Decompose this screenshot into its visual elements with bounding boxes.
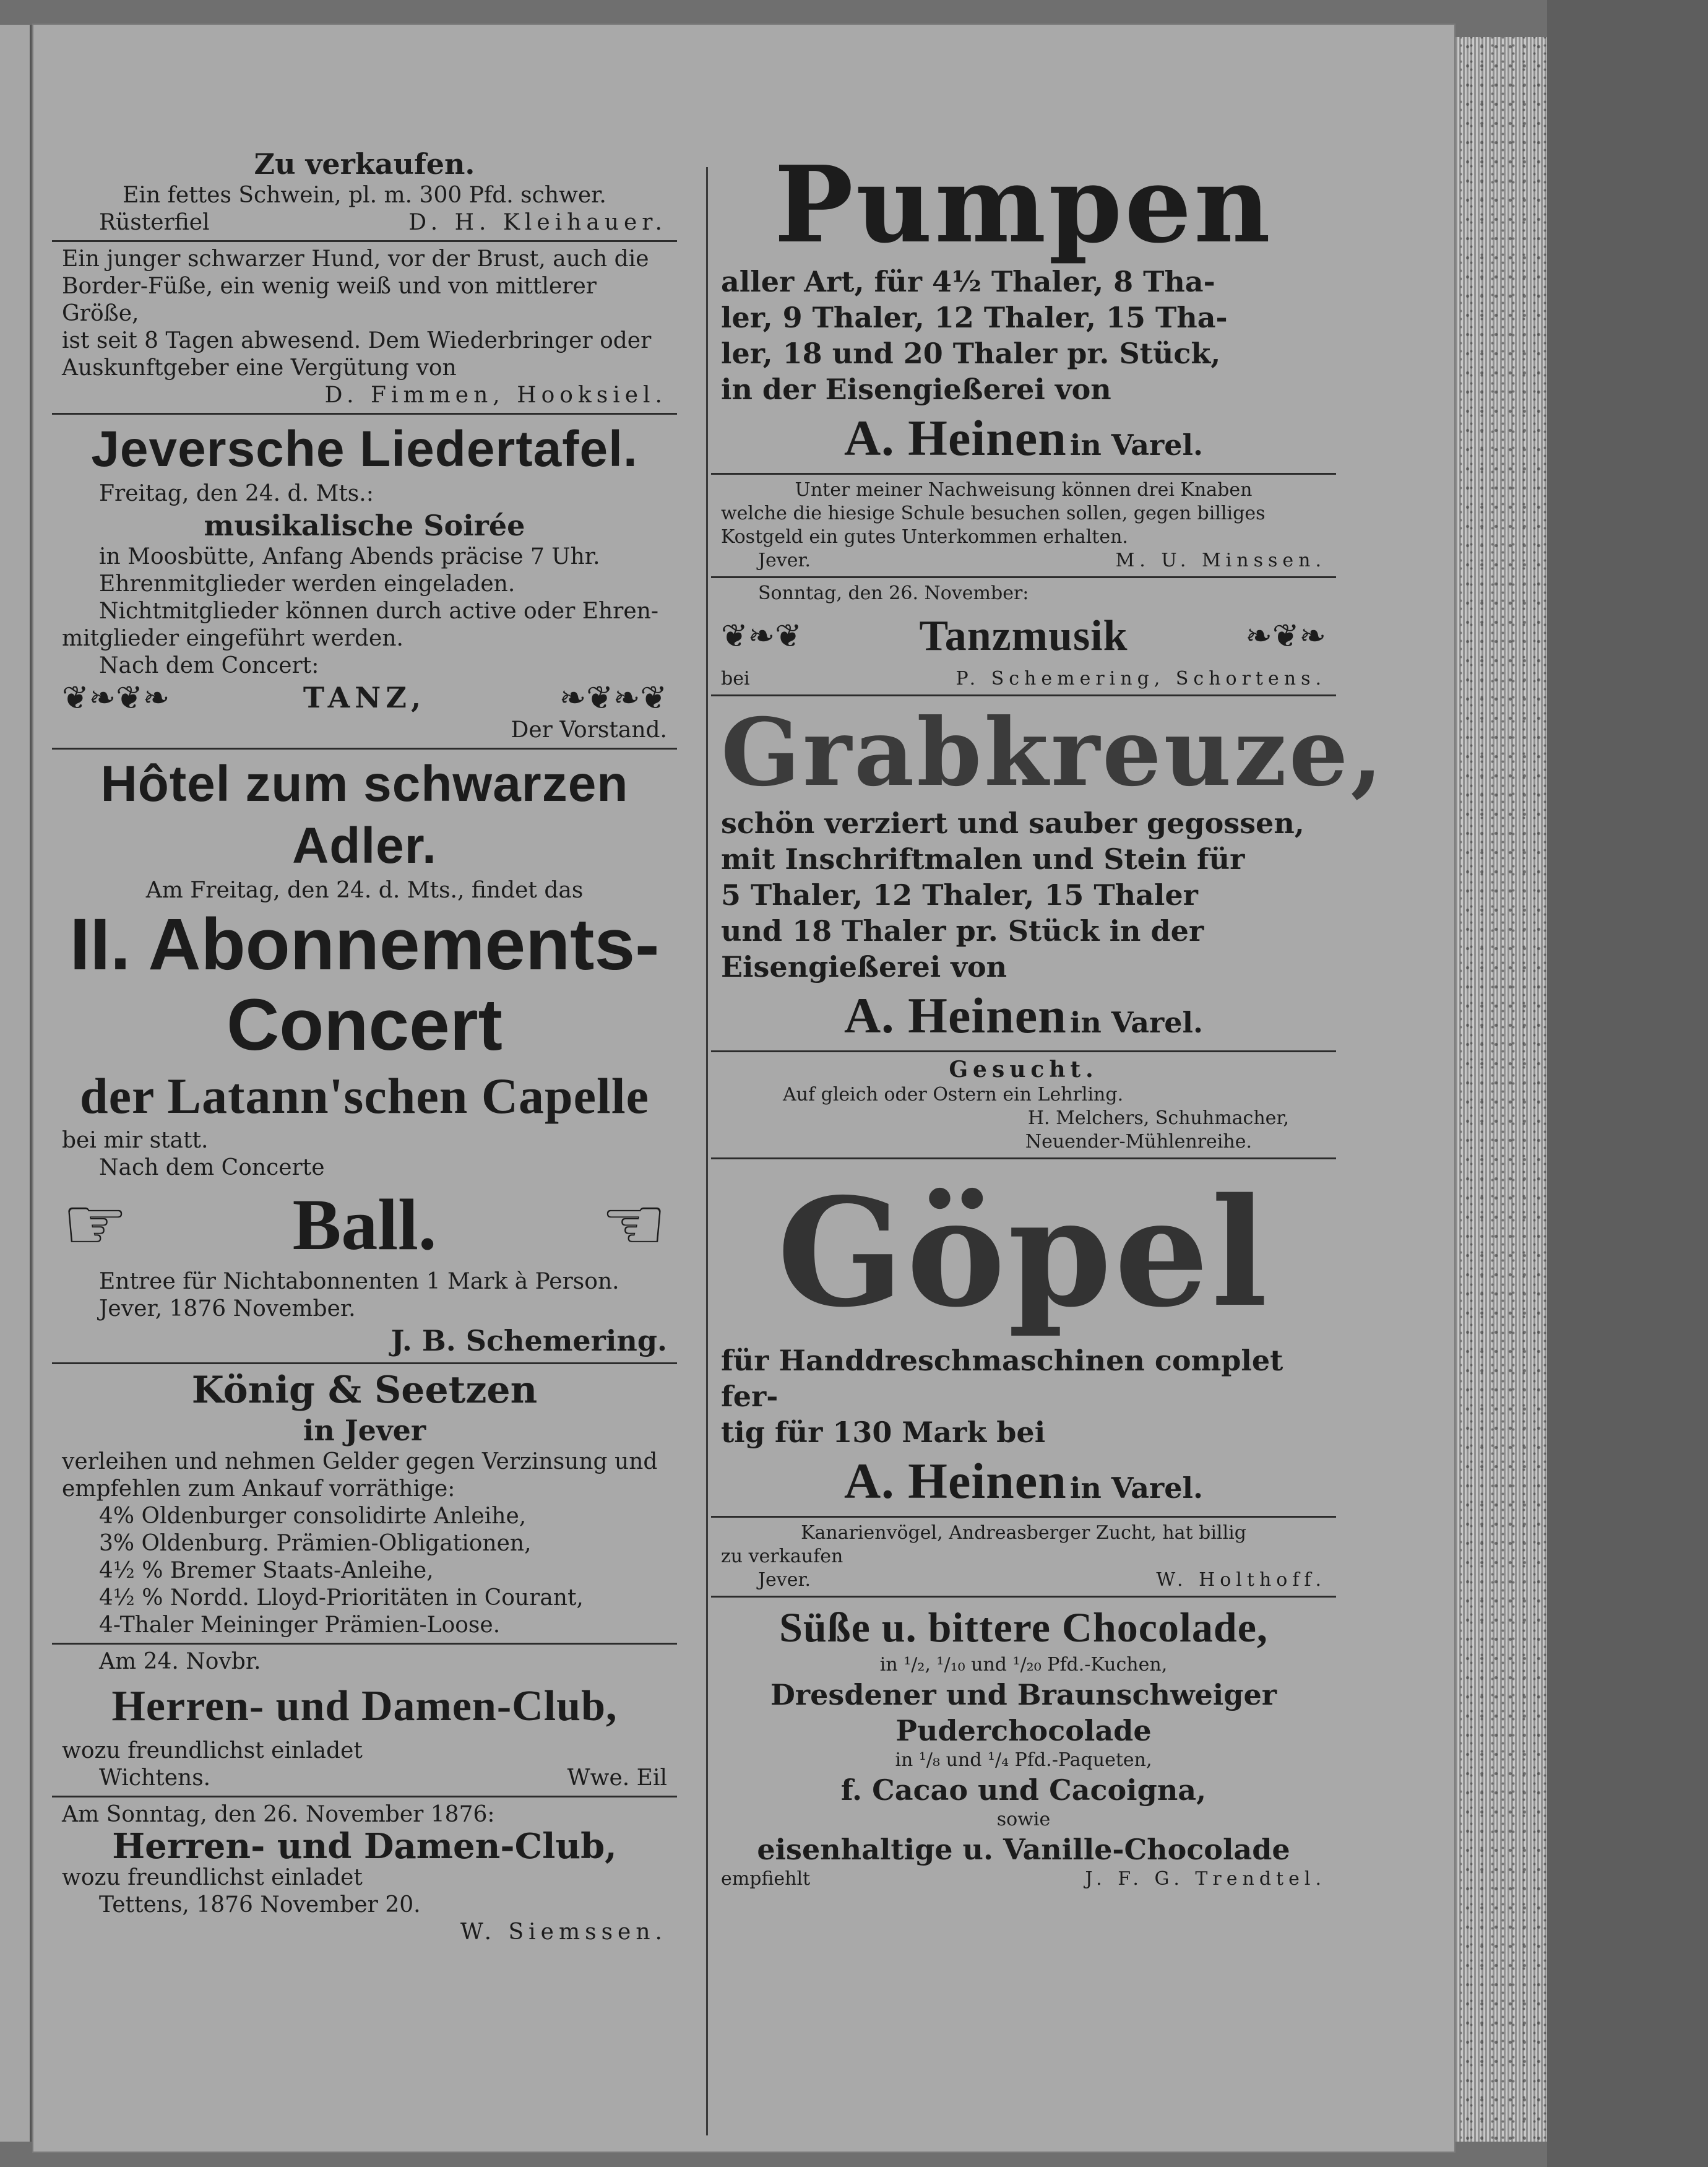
ad-text: mitglieder eingeführt werden. [62, 626, 403, 651]
ad-text-line: Kostgeld ein gutes Unterkommen erhalten. [721, 526, 1128, 548]
ad-pumpen [711, 142, 1336, 473]
ad-signature: H. Melchers, Schuhmacher, [1027, 1107, 1289, 1129]
ad-text: in ¹/₂, ¹/₁₀ und ¹/₂₀ Pfd.-Kuchen, [879, 1654, 1168, 1676]
ad-text-line: Ein junger schwarzer Hund, vor der Brust, auch die [62, 246, 649, 272]
ad-text: sowie [996, 1809, 1051, 1830]
ad-signature: Der Vorstand. [511, 717, 667, 743]
ad-title: Zu verkaufen. [254, 147, 475, 181]
ad-text-line: Unter meiner Nachweisung können drei Knaben [795, 479, 1253, 501]
ad-title: Süße u. bittere Chocolade, [779, 1604, 1268, 1651]
ad-title: Göpel [777, 1166, 1270, 1340]
ad-text: empfiehlt [721, 1868, 811, 1890]
ad-title: Jeversche Liedertafel. [91, 421, 638, 477]
ad-text: f. Cacao und Cacoigna, [840, 1773, 1207, 1807]
ad-signature: J. F. G. Trendtel. [1085, 1868, 1326, 1890]
ad-signature: Wwe. Eil [567, 1765, 667, 1791]
list-item: 4½ % Bremer Staats-Anleihe, [99, 1558, 434, 1583]
ad-text: wozu freundlichst einladet [62, 1865, 363, 1890]
ad-text: zu verkaufen [721, 1546, 843, 1567]
ad-kanarienvoegel [711, 1516, 1336, 1596]
ad-place: Jever. [758, 550, 811, 571]
ad-text: empfehlen zum Ankauf vorräthige: [62, 1476, 455, 1502]
ad-text-line: mit Inschriftmalen und Stein für [721, 842, 1245, 876]
list-item: 4% Oldenburger consolidirte Anleihe, [99, 1503, 527, 1529]
ad-text-line: ler, 18 und 20 Thaler pr. Stück, [721, 337, 1221, 370]
ad-headline: der Latann'schen Capelle [80, 1068, 649, 1124]
ad-signature: J. B. Schemering. [390, 1324, 667, 1357]
ad-chocolade [711, 1596, 1336, 1895]
ad-text: Ein fettes Schwein, pl. m. 300 Pfd. schwer. [123, 183, 606, 208]
ad-text: Kanarienvögel, Andreasberger Zucht, hat billig [801, 1522, 1246, 1544]
ad-signature: P. Schemering, Schortens. [955, 668, 1326, 690]
ad-text-line: schön verziert und sauber gegossen, [721, 807, 1305, 840]
list-item: 3% Oldenburg. Prämien-Obligationen, [99, 1531, 532, 1556]
ad-title: Herren- und Damen-Club, [111, 1682, 618, 1730]
ad-club-wichtens [52, 1643, 677, 1796]
ad-place: in Moosbütte, Anfang Abends präcise 7 Uhr. [99, 544, 600, 569]
ad-dateline: Jever, 1876 November. [99, 1296, 356, 1321]
ad-text: Entree für Nichtabonnenten 1 Mark à Person. [99, 1269, 619, 1294]
ad-text-line: welche die hiesige Schule besuchen sollen, gegen billiges [721, 503, 1266, 524]
ad-text: Puderchocolade [895, 1714, 1152, 1747]
ad-sale-pig [52, 142, 677, 240]
ad-text: Dresdener und Braunschweiger [770, 1678, 1277, 1711]
ad-signature: W. Siemssen. [460, 1919, 667, 1945]
ad-liedertafel [52, 413, 677, 748]
previous-page-edge [0, 25, 32, 2142]
ad-lost-dog [52, 240, 677, 413]
ad-boarding [711, 473, 1336, 576]
ad-text: bei [721, 668, 750, 690]
left-column [52, 142, 677, 2166]
ad-text-line: ler, 9 Thaler, 12 Thaler, 15 Tha- [721, 301, 1228, 334]
ad-title: Herren- und Damen-Club, [112, 1826, 617, 1867]
list-item: 4½ % Nordd. Lloyd-Prioritäten in Courant, [99, 1585, 584, 1611]
ornament-icon: ❧❦❧ [1245, 618, 1326, 655]
ad-title: Hôtel zum schwarzen Adler. [100, 756, 629, 874]
ad-signature: D. H. Kleihauer. [408, 210, 667, 235]
ad-headline: Concert [226, 984, 502, 1066]
ad-company: A. Heinen [843, 410, 1067, 466]
ad-text-line: tig für 130 Mark bei [721, 1416, 1046, 1449]
newspaper-page [32, 24, 1456, 2153]
book-cover [1547, 0, 1708, 2167]
ad-title: Gesucht. [949, 1057, 1098, 1083]
ad-text: Auf gleich oder Ostern ein Lehrling. [783, 1084, 1124, 1105]
ad-text: Nach dem Concerte [99, 1155, 325, 1180]
ad-signature: D. Fimmen, Hooksiel. [324, 383, 667, 408]
ad-title: Tanzmusik [919, 612, 1128, 660]
ad-text-line: aller Art, für 4½ Thaler, 8 Tha- [721, 265, 1215, 298]
ad-text: Ehrenmitglieder werden eingeladen. [99, 571, 515, 597]
ad-text: Nach dem Concert: [99, 653, 319, 678]
ad-company: A. Heinen [843, 1453, 1067, 1509]
ad-place: Neuender-Mühlenreihe. [1025, 1131, 1252, 1153]
ad-ball: Ball. [292, 1184, 437, 1265]
ad-hotel-adler [52, 748, 677, 1362]
ornament-icon: ❦❧❦❧ [62, 680, 170, 717]
ad-text: Nichtmitglieder können durch active oder Ehren- [99, 599, 659, 624]
ad-text-line: in der Eisengießerei von [721, 373, 1111, 406]
ad-place: Rüsterfiel [99, 210, 210, 235]
ad-date: Am 24. Novbr. [99, 1649, 261, 1674]
speckled-edge-texture [1460, 37, 1547, 2142]
ad-koenig-seetzen [52, 1362, 677, 1643]
pointing-hand-left-icon: ☜ [600, 1182, 667, 1268]
ad-date: Sonntag, den 26. November: [758, 582, 1029, 604]
ad-text: eisenhaltige u. Vanille-Chocolade [757, 1833, 1290, 1866]
ad-date: Freitag, den 24. d. Mts.: [99, 481, 374, 506]
ad-place: Jever. [758, 1569, 811, 1591]
ad-place: in Varel. [1069, 428, 1204, 462]
ad-company: A. Heinen [843, 987, 1067, 1044]
ad-subtitle: in Jever [303, 1414, 426, 1447]
ad-text-line: ist seit 8 Tagen abwesend. Dem Wiederbringer oder [62, 328, 652, 353]
ad-title: Pumpen [774, 143, 1273, 267]
ad-title: Grabkreuze, [721, 698, 1386, 807]
ad-dance: TANZ, [303, 681, 426, 714]
ad-tanzmusik [711, 576, 1336, 694]
ad-text: wozu freundlichst einladet [62, 1738, 363, 1763]
ad-text-line: Eisengießerei von [721, 950, 1007, 984]
ornament-icon: ❧❦❧❦ [559, 680, 667, 717]
pointing-hand-right-icon: ☞ [62, 1182, 129, 1268]
ad-gesucht [711, 1050, 1336, 1157]
ad-date: Am Sonntag, den 26. November 1876: [62, 1802, 495, 1827]
ad-headline: II. Abonnements- [69, 904, 660, 985]
ad-signature: M. U. Minssen. [1115, 550, 1326, 571]
ad-dateline: Tettens, 1876 November 20. [99, 1892, 421, 1918]
ad-text: in ¹/₈ und ¹/₄ Pfd.-Paqueten, [895, 1749, 1152, 1771]
ad-text-line: 5 Thaler, 12 Thaler, 15 Thaler [721, 878, 1198, 912]
right-column [711, 142, 1386, 2166]
ad-goepel [711, 1157, 1336, 1516]
ad-text-line: Border-Füße, ein wenig weiß und von mittlerer Größe, [62, 274, 597, 326]
ad-text: verleihen und nehmen Gelder gegen Verzinsung und [62, 1449, 658, 1474]
ad-place: in Varel. [1069, 1006, 1204, 1039]
ad-event: musikalische Soirée [204, 509, 525, 542]
ad-place: Wichtens. [99, 1765, 211, 1791]
ad-club-tettens [52, 1796, 677, 1950]
ad-grabkreuze [711, 694, 1386, 1050]
list-item: 4-Thaler Meininger Prämien-Loose. [99, 1612, 501, 1638]
ad-text-line: für Handdreschmaschinen complet fer- [721, 1344, 1283, 1413]
ad-date: Am Freitag, den 24. d. Mts., findet das [145, 878, 584, 903]
ornament-icon: ❦❧❦ [721, 618, 802, 655]
ad-text-line: und 18 Thaler pr. Stück in der [721, 914, 1204, 948]
ad-place: in Varel. [1069, 1471, 1204, 1505]
ad-text: bei mir statt. [62, 1128, 209, 1153]
column-divider [706, 167, 708, 2135]
ad-title: König & Seetzen [191, 1369, 538, 1412]
ad-text-line: Auskunftgeber eine Vergütung von [62, 355, 457, 381]
ad-signature: W. Holthoff. [1156, 1569, 1326, 1591]
